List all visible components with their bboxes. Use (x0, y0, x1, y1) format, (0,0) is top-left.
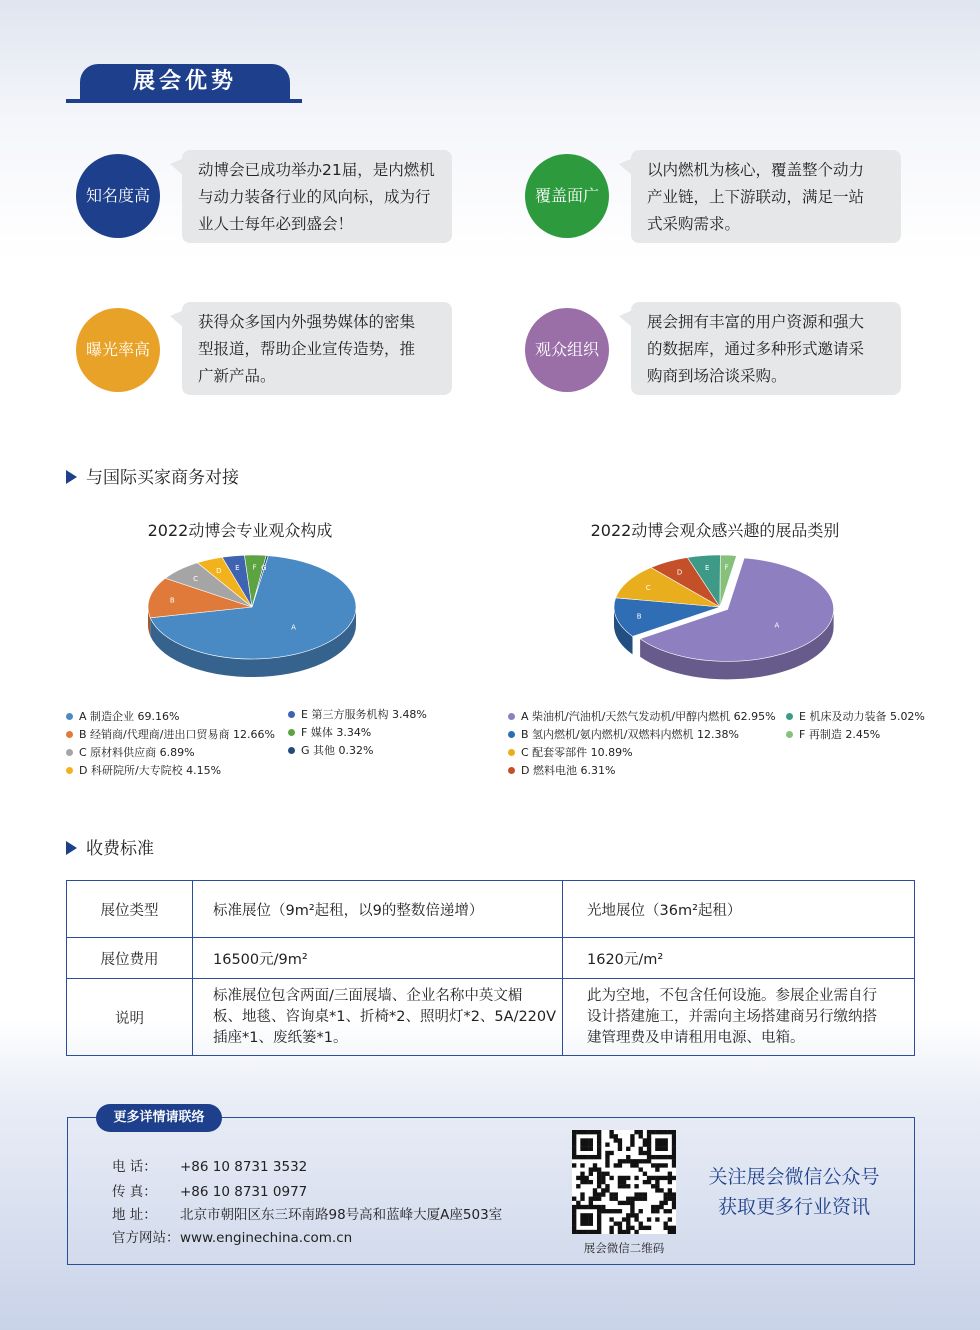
pie-chart-product-interest (596, 545, 846, 705)
table-cell (193, 979, 563, 1056)
table-cell-line: 建管理费及申请租用电源、电箱。 (587, 1029, 805, 1046)
contact-row-phone (112, 1155, 307, 1175)
legend-label: F 媒体 3.34% (301, 726, 372, 739)
legend-item (508, 726, 739, 742)
table-cell (563, 979, 915, 1056)
advantage-bubble-exposure (182, 302, 452, 395)
table-cell-line: 插座*1、废纸篓*1。 (213, 1029, 348, 1046)
legend-item (66, 726, 275, 742)
legend-item (508, 762, 615, 778)
legend-item (288, 724, 371, 740)
section-heading-text: 收费标准 (86, 839, 154, 859)
pie-slice-label: D (216, 566, 222, 575)
legend-label: B 经销商/代理商/进出口贸易商 12.66% (79, 728, 275, 741)
triangle-bullet-icon (66, 470, 77, 484)
table-cell: 光地展位（36m²起租） (563, 881, 915, 938)
legend-item (508, 744, 633, 760)
pie-slice-label: F (724, 563, 729, 572)
table-cell-line: 标准展位包含两面/三面展墙、企业名称中英文楣 (213, 987, 523, 1004)
legend-swatch-icon (508, 767, 515, 774)
table-cell: 展位费用 (67, 938, 193, 979)
fee-table (66, 880, 915, 1056)
advantage-bubble-coverage (631, 150, 901, 243)
advantage-text-line: 购商到场洽谈采购。 (647, 367, 787, 385)
table-cell-line: 板、地毯、咨询桌*1、折椅*2、照明灯*2、5A/220V (213, 1008, 557, 1025)
contact-key: 传 真： (112, 1184, 157, 1200)
chart-title: 2022动博会专业观众构成 (147, 521, 333, 540)
advantage-bubble-audience (631, 302, 901, 395)
legend-item (66, 744, 195, 760)
pie-chart-audience-composition (130, 545, 370, 705)
legend-swatch-icon (66, 713, 73, 720)
contact-value[interactable]: www.enginechina.com.cn (180, 1230, 353, 1246)
chart-title: 2022动博会观众感兴趣的展品类别 (590, 521, 840, 540)
advantage-text-line: 以内燃机为核心，覆盖整个动力 (647, 161, 865, 179)
qr-code (572, 1130, 676, 1234)
chart-legend (508, 706, 938, 782)
wechat-line-2: 获取更多行业资讯 (717, 1196, 870, 1218)
advantage-circle-audience: 观众组织 (525, 308, 609, 392)
legend-item (288, 706, 427, 722)
legend-label: E 第三方服务机构 3.48% (301, 708, 427, 721)
contact-key: 电 话： (112, 1159, 157, 1175)
legend-item (66, 708, 179, 724)
section-heading-text: 与国际买家商务对接 (86, 468, 239, 488)
triangle-bullet-icon (66, 841, 77, 855)
wechat-line-1: 关注展会微信公众号 (708, 1166, 880, 1188)
legend-label: D 燃料电池 6.31% (521, 764, 616, 777)
contact-row-fax (112, 1180, 307, 1200)
chart-legend (66, 706, 486, 782)
advantage-text-line: 式采购需求。 (647, 215, 741, 233)
contact-key: 官方网站： (112, 1230, 180, 1246)
pie-slice-label: A (774, 621, 780, 630)
table-cell-line: 此为空地，不包含任何设施。参展企业需自行 (587, 987, 877, 1004)
legend-swatch-icon (508, 731, 515, 738)
table-cell: 说明 (67, 979, 193, 1056)
table-cell: 1620元/m² (563, 938, 915, 979)
legend-swatch-icon (288, 729, 295, 736)
pie-slice-label: C (193, 574, 199, 583)
legend-item (786, 726, 880, 742)
advantage-text-line: 业人士每年必到盛会！ (198, 215, 354, 233)
contact-row-address (112, 1203, 502, 1223)
pie-slice-label: C (645, 583, 651, 592)
contact-value: +86 10 8731 0977 (180, 1184, 308, 1200)
advantage-text-line: 广新产品。 (198, 367, 276, 385)
legend-swatch-icon (66, 749, 73, 756)
legend-label: E 机床及动力装备 5.02% (799, 710, 925, 723)
legend-swatch-icon (786, 731, 793, 738)
legend-swatch-icon (786, 713, 793, 720)
legend-label: A 制造企业 69.16% (79, 710, 180, 723)
advantage-text-line: 产业链，上下游联动，满足一站 (647, 188, 865, 206)
legend-swatch-icon (66, 731, 73, 738)
legend-swatch-icon (288, 711, 295, 718)
legend-item (786, 708, 925, 724)
pie-slice-label: E (235, 564, 240, 573)
advantage-text-line: 与动力装备行业的风向标，成为行 (198, 188, 431, 206)
legend-swatch-icon (508, 713, 515, 720)
legend-item (508, 708, 776, 724)
legend-label: A 柴油机/汽油机/天然气发动机/甲醇内燃机 62.95% (521, 710, 776, 723)
legend-swatch-icon (288, 747, 295, 754)
advantage-circle-fame: 知名度高 (76, 154, 160, 238)
pie-slice-label: B (169, 596, 175, 605)
legend-item (66, 762, 221, 778)
legend-label: C 配套零部件 10.89% (521, 746, 633, 759)
legend-label: F 再制造 2.45% (799, 728, 881, 741)
contact-value: +86 10 8731 3532 (180, 1159, 308, 1175)
legend-label: D 科研院所/大专院校 4.15% (79, 764, 222, 777)
pie-slice-label: A (291, 623, 296, 632)
contact-value: 北京市朝阳区东三环南路98号高和蓝峰大厦A座503室 (180, 1207, 503, 1223)
advantage-text-line: 动博会已成功举办21届，是内燃机 (198, 161, 435, 179)
qr-code-label: 展会微信二维码 (583, 1241, 665, 1255)
legend-item (288, 742, 373, 758)
legend-swatch-icon (508, 749, 515, 756)
header-underline (66, 99, 302, 103)
advantage-text-line: 获得众多国内外强势媒体的密集 (198, 313, 416, 331)
legend-label: B 氢内燃机/氨内燃机/双燃料内燃机 12.38% (521, 728, 739, 741)
pie-slice-label: F (252, 563, 257, 572)
pie-slice-label: G (261, 563, 267, 572)
section-tab-advantages: 展会优势 (80, 64, 290, 100)
advantage-text-line: 的数据库，通过多种形式邀请采 (647, 340, 865, 358)
contact-tab: 更多详情请联络 (96, 1104, 222, 1132)
table-cell: 标准展位（9m²起租，以9的整数倍递增） (193, 881, 563, 938)
advantage-text-line: 展会拥有丰富的用户资源和强大 (647, 313, 865, 331)
table-cell-line: 设计搭建施工，并需向主场搭建商另行缴纳搭 (587, 1008, 877, 1025)
table-cell: 展位类型 (67, 881, 193, 938)
table-row (67, 979, 915, 1056)
contact-row-website (112, 1226, 352, 1246)
pie-slice-label: B (636, 612, 642, 621)
section-heading-fees (66, 834, 154, 859)
pie-slice-label: E (705, 563, 710, 572)
legend-label: C 原材料供应商 6.89% (79, 746, 195, 759)
legend-label: G 其他 0.32% (301, 744, 374, 757)
table-row (67, 881, 915, 938)
advantage-circle-coverage: 覆盖面广 (525, 154, 609, 238)
pie-slice-label: D (676, 568, 683, 577)
table-row (67, 938, 915, 979)
section-heading-buyers (66, 463, 239, 488)
advantage-text-line: 型报道，帮助企业宣传造势，推 (198, 340, 416, 358)
advantage-circle-exposure: 曝光率高 (76, 308, 160, 392)
legend-swatch-icon (66, 767, 73, 774)
advantage-bubble-fame (182, 150, 452, 243)
contact-key: 地 址： (112, 1207, 157, 1223)
qr-code-icon (572, 1130, 676, 1234)
table-cell: 16500元/9m² (193, 938, 563, 979)
